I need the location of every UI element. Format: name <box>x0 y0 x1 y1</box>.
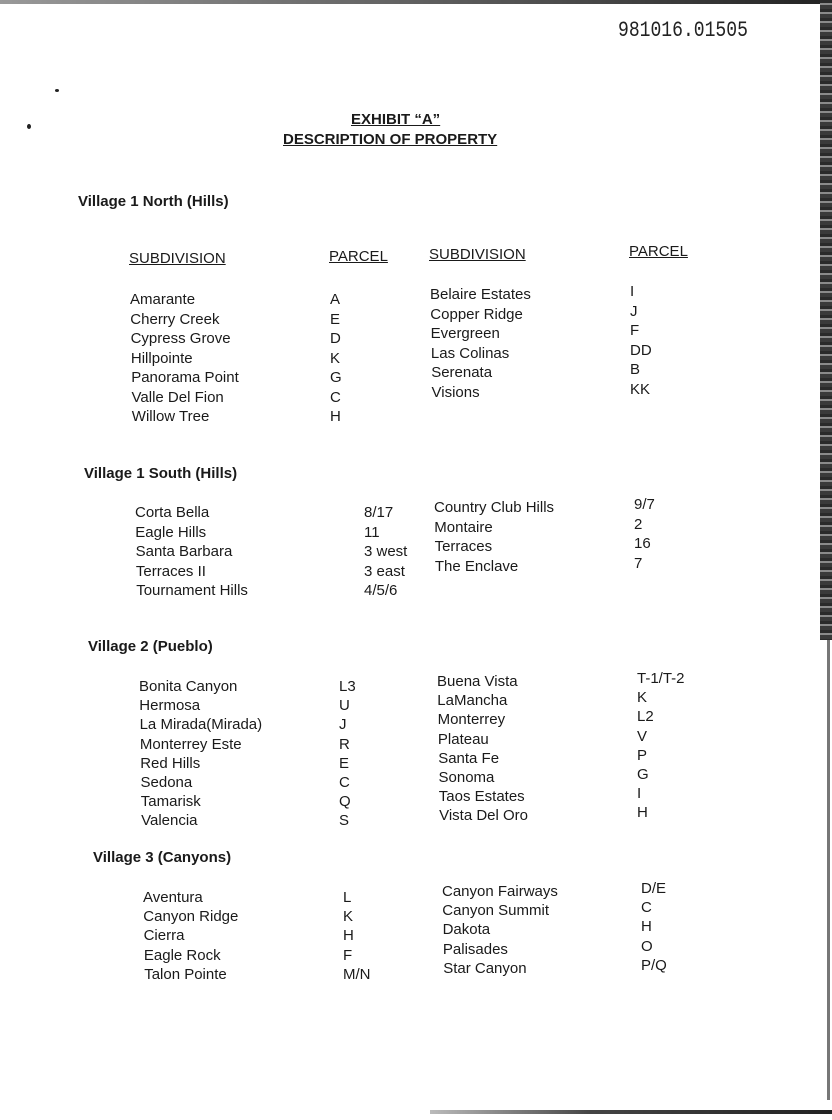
parcel-code: J <box>630 302 638 320</box>
parcel-code: H <box>641 918 652 936</box>
parcel-code: F <box>343 946 353 964</box>
parcel-code: E <box>330 310 341 328</box>
subdivision-name: Tournament Hills <box>136 582 248 599</box>
subdivision-name: Sonoma <box>438 769 495 786</box>
parcel-code: D <box>330 330 341 347</box>
subdivision-name: Red Hills <box>140 754 201 772</box>
parcel-code: L3 <box>339 678 356 695</box>
parcel-code: C <box>330 388 341 406</box>
parcel-code: H <box>637 804 648 822</box>
parcel-code: K <box>637 689 648 707</box>
parcel-code: 4/5/6 <box>364 582 398 599</box>
parcel-code: A <box>330 291 341 308</box>
subdivision-name: LaMancha <box>437 692 508 710</box>
subdivision-name: Cherry Creek <box>130 310 220 328</box>
parcel-code: U <box>339 697 350 715</box>
subdivision-name: Santa Fe <box>438 749 500 767</box>
parcel-code: E <box>339 754 350 772</box>
section-heading: Village 1 South (Hills) <box>84 465 238 482</box>
parcel-code: 9/7 <box>634 496 655 513</box>
section-heading: Village 3 (Canyons) <box>93 849 232 866</box>
parcel-code: C <box>641 899 652 917</box>
subdivision-name: Plateau <box>437 730 489 748</box>
subdivision-name: Monterrey <box>437 711 506 729</box>
parcel-code: C <box>339 774 350 791</box>
parcel-code: D/E <box>641 880 667 897</box>
parcel-code: 7 <box>634 554 643 572</box>
column-header-parcel-left: PARCEL <box>329 248 388 265</box>
subdivision-name: Country Club Hills <box>434 499 555 516</box>
scan-edge-right-lower <box>827 640 830 1100</box>
parcel-code: H <box>330 408 341 425</box>
scan-edge-right <box>820 0 832 640</box>
subdivision-name: Visions <box>431 383 480 401</box>
subdivision-name: Corta Bella <box>135 504 210 521</box>
parcel-code: P <box>637 746 648 764</box>
parcel-code: 2 <box>634 515 643 533</box>
parcel-code: I <box>637 785 642 803</box>
parcel-code: K <box>330 349 341 367</box>
section-heading: Village 2 (Pueblo) <box>88 638 213 655</box>
subdivision-name: Cypress Grove <box>130 330 231 347</box>
subdivision-name: Talon Pointe <box>144 965 227 983</box>
subdivision-name: Sedona <box>140 774 193 791</box>
parcel-code: K <box>343 908 354 926</box>
subdivision-name: Valencia <box>141 812 198 830</box>
subdivision-name: Terraces II <box>135 562 206 580</box>
subdivision-name: Copper Ridge <box>430 305 523 323</box>
parcel-code: T-1/T-2 <box>637 670 685 687</box>
scan-speck <box>27 124 31 129</box>
parcel-code: 8/17 <box>364 504 394 521</box>
parcel-code: KK <box>630 380 651 398</box>
parcel-code: S <box>339 812 350 830</box>
scan-speck <box>55 89 59 92</box>
parcel-code: I <box>630 283 635 300</box>
subdivision-name: Montaire <box>434 518 493 536</box>
subdivision-name: Bonita Canyon <box>139 678 238 695</box>
subdivision-name: Santa Barbara <box>135 543 233 560</box>
scan-edge-bottom <box>430 1110 832 1114</box>
subdivision-name: Panorama Point <box>131 369 239 386</box>
parcel-code: P/Q <box>641 956 667 974</box>
parcel-code: DD <box>630 341 652 359</box>
parcel-code: H <box>343 927 354 945</box>
parcel-code: 3 west <box>364 543 408 560</box>
subdivision-name: Vista Del Oro <box>439 807 529 825</box>
section-heading: Village 1 North (Hills) <box>78 193 229 210</box>
document-number: 981016.01505 <box>618 18 748 43</box>
parcel-code: O <box>641 937 653 955</box>
subdivision-name: Hillpointe <box>130 349 193 367</box>
subdivision-name: Monterrey Este <box>139 735 242 753</box>
parcel-code: R <box>339 735 350 753</box>
subdivision-name: Canyon Summit <box>442 902 550 920</box>
subdivision-name: Terraces <box>434 538 493 555</box>
subdivision-name: Taos Estates <box>438 788 525 806</box>
parcel-code: G <box>637 766 649 783</box>
parcel-code: L <box>343 889 352 906</box>
subdivision-name: Willow Tree <box>131 408 210 425</box>
parcel-code: 11 <box>364 523 380 541</box>
subdivision-name: The Enclave <box>434 557 519 575</box>
parcel-code: F <box>630 322 640 339</box>
parcel-code: G <box>330 369 342 386</box>
subdivision-name: Buena Vista <box>437 673 518 690</box>
subdivision-name: Palisades <box>442 940 508 958</box>
parcel-code: B <box>630 361 641 378</box>
subdivision-name: Evergreen <box>430 325 500 342</box>
exhibit-title: EXHIBIT “A” <box>351 111 441 128</box>
subdivision-name: Aventura <box>143 889 203 906</box>
column-header-parcel-right: PARCEL <box>629 243 688 260</box>
subdivision-name: Amarante <box>130 291 196 308</box>
column-header-subdivision-right: SUBDIVISION <box>429 246 526 263</box>
subdivision-name: Canyon Fairways <box>442 883 558 900</box>
subdivision-name: Hermosa <box>139 697 201 715</box>
parcel-code: Q <box>339 793 351 811</box>
parcel-code: M/N <box>343 965 371 983</box>
parcel-code: L2 <box>637 708 654 726</box>
parcel-code: 16 <box>634 535 651 552</box>
subdivision-name: Valle Del Fion <box>131 388 224 406</box>
subdivision-name: Belaire Estates <box>430 286 531 303</box>
subdivision-name: Canyon Ridge <box>143 908 239 926</box>
subdivision-name: La Mirada(Mirada) <box>139 716 263 734</box>
subdivision-name: Eagle Rock <box>143 946 221 964</box>
column-header-subdivision-left: SUBDIVISION <box>129 250 226 267</box>
subdivision-name: Cierra <box>143 927 185 945</box>
document-subtitle: DESCRIPTION OF PROPERTY <box>283 131 498 148</box>
subdivision-name: Dakota <box>442 921 491 939</box>
parcel-code: J <box>339 716 347 734</box>
parcel-code: 3 east <box>364 562 405 580</box>
subdivision-name: Star Canyon <box>443 959 527 977</box>
scan-edge-top <box>0 0 832 4</box>
subdivision-name: Las Colinas <box>430 344 510 362</box>
subdivision-name: Tamarisk <box>140 793 201 811</box>
subdivision-name: Eagle Hills <box>135 523 207 541</box>
subdivision-name: Serenata <box>431 364 493 381</box>
parcel-code: V <box>637 727 648 745</box>
